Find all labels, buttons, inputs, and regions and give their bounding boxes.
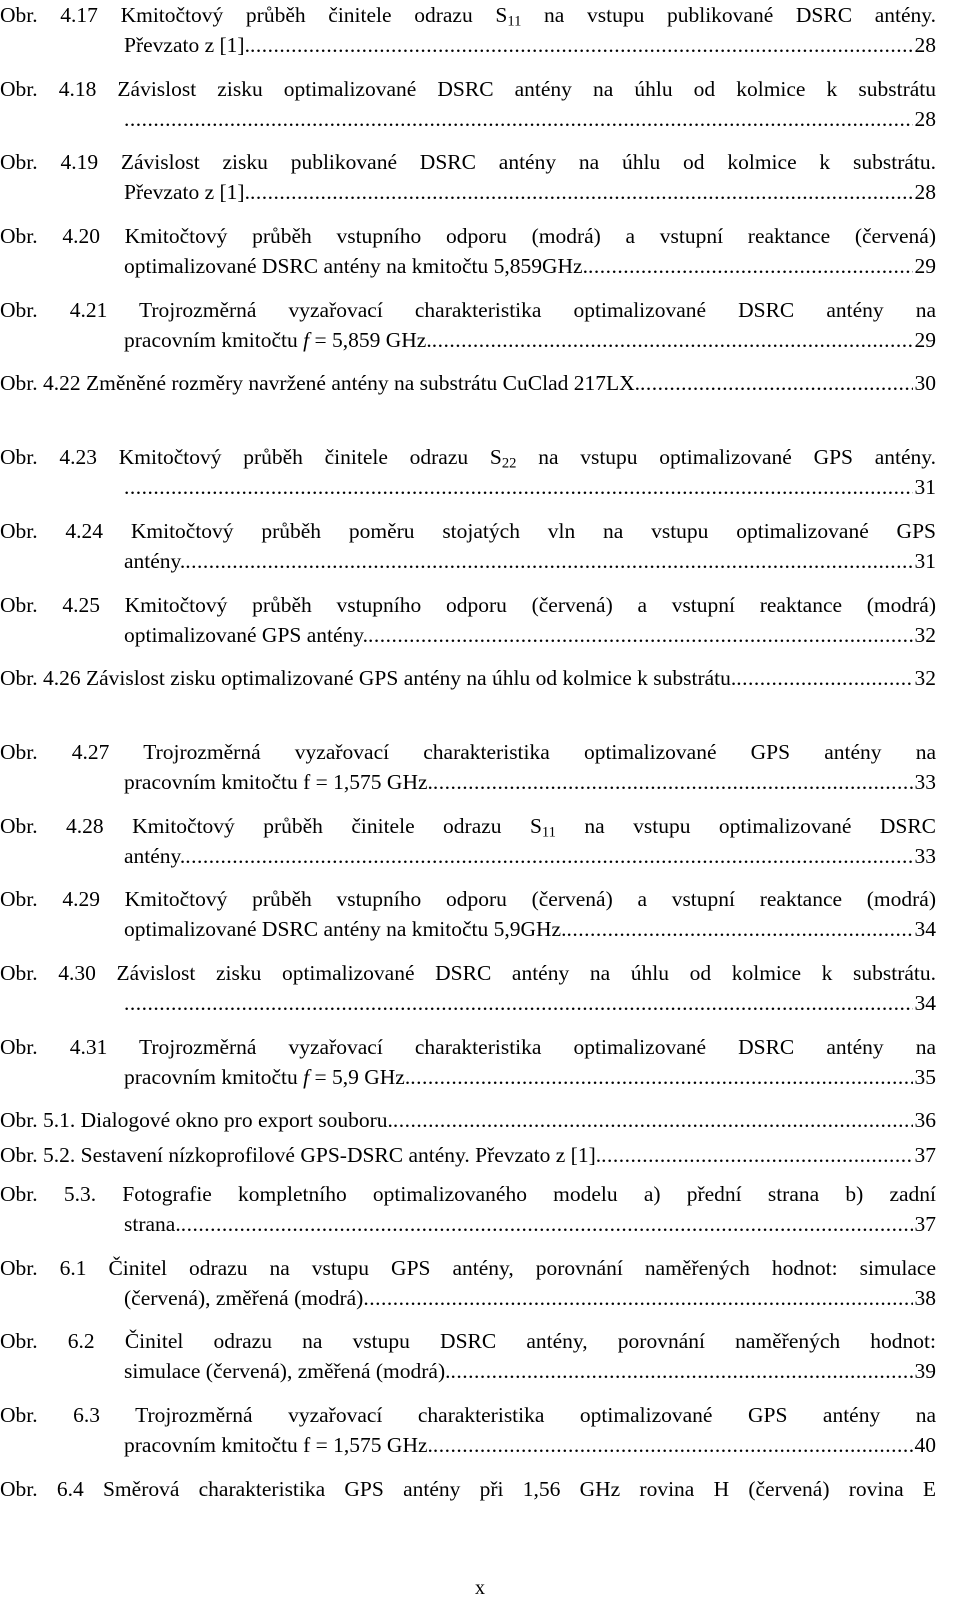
figure-label: Obr. 5.3. xyxy=(0,1182,97,1206)
page-number: x xyxy=(475,1577,485,1599)
dot-leader xyxy=(433,767,913,797)
page-ref: 28 xyxy=(914,33,936,57)
figure-label: Obr. 6.1 xyxy=(0,1256,87,1280)
entry-text xyxy=(124,1062,410,1092)
figure-caption-line xyxy=(0,1032,936,1062)
figure-caption-cont: Převzato z [1]. xyxy=(124,180,250,204)
page-ref: 33 xyxy=(914,770,936,794)
figure-label: Obr. 4.20 xyxy=(0,224,100,248)
page-ref: 31 xyxy=(914,475,936,499)
page-ref: 28 xyxy=(914,180,936,204)
dot-leader xyxy=(181,1209,913,1239)
figure-caption-line xyxy=(0,1179,936,1209)
entry-first-line xyxy=(0,1400,936,1430)
entry-first-line xyxy=(0,1032,936,1062)
subscript: 22 xyxy=(501,455,517,472)
figure-label: Obr. 4.27 xyxy=(0,740,110,764)
entry-first-line xyxy=(0,1105,936,1135)
entry-second-line xyxy=(124,177,936,207)
subscript: 11 xyxy=(507,13,522,30)
dot-leader xyxy=(250,177,913,207)
figure-caption-line xyxy=(0,74,936,104)
entry-text xyxy=(0,663,736,693)
entry-second-line xyxy=(124,325,936,355)
entry-second-line xyxy=(124,472,936,502)
figure-caption: Závislost zisku optimalizované DSRC antény na úhlu od kolmice k substrátu xyxy=(117,77,936,101)
entry-second-line xyxy=(124,1062,936,1092)
figure-caption: Změněné rozměry navržené antény na substrátu CuClad 217LX. xyxy=(86,371,641,395)
entry-text xyxy=(124,251,588,281)
figure-caption-line xyxy=(0,958,936,988)
figure-caption: Dialogové okno pro export souboru. xyxy=(80,1108,393,1132)
dot-leader xyxy=(250,30,913,60)
figure-caption: Sestavení nízkoprofilové GPS-DSRC antény. Převzato z [1]. xyxy=(80,1143,602,1167)
figure-caption-cont: pracovním kmitočtu f = 1,575 GHz. xyxy=(124,770,433,794)
page-ref: 32 xyxy=(914,666,936,690)
figure-caption: Směrová charakteristika GPS antény při 1,56 GHz rovina H (červená) rovina E xyxy=(102,1477,936,1501)
entry-first-line xyxy=(0,516,936,546)
figure-label: Obr. 5.2. xyxy=(0,1143,76,1167)
page-ref: 37 xyxy=(914,1143,936,1167)
entry-first-line xyxy=(0,1474,936,1504)
figure-caption-line xyxy=(0,295,936,325)
entry-second-line xyxy=(124,988,936,1018)
page-ref: 40 xyxy=(914,1433,936,1457)
entry-second-line xyxy=(124,30,936,60)
figure-caption-cont: optimalizované GPS antény. xyxy=(124,623,369,647)
entry-second-line xyxy=(124,1209,936,1239)
page-ref: 28 xyxy=(914,107,936,131)
dot-leader xyxy=(124,104,913,134)
dot-leader xyxy=(640,368,912,398)
figure-caption-cont: na vstupu optimalizované DSRC xyxy=(556,814,936,838)
entry-first-line xyxy=(0,663,936,693)
dot-leader xyxy=(736,663,912,693)
entry-first-line xyxy=(0,295,936,325)
entry-text xyxy=(124,1209,181,1239)
figure-caption-line xyxy=(0,737,936,767)
figure-label: Obr. 5.1. xyxy=(0,1108,76,1132)
figure-label: Obr. 4.17 xyxy=(0,3,98,27)
figure-caption-cont: (červená), změřená (modrá) xyxy=(124,1286,364,1310)
subscript: 11 xyxy=(541,824,556,841)
entry-first-line xyxy=(0,368,936,398)
figure-label: Obr. 4.24 xyxy=(0,519,104,543)
page-ref: 29 xyxy=(914,254,936,278)
figure-caption: Kmitočtový průběh činitele odrazu S xyxy=(118,445,502,469)
dot-leader xyxy=(368,620,912,650)
figure-label: Obr. 4.25 xyxy=(0,593,100,617)
entry-text xyxy=(124,841,185,871)
figure-caption-cont: = 5,9 GHz. xyxy=(309,1065,411,1089)
entry-second-line xyxy=(124,1430,936,1460)
figure-caption: Kmitočtový průběh činitele odrazu S xyxy=(120,3,508,27)
entry-second-line xyxy=(124,841,936,871)
figure-caption-line xyxy=(0,221,936,251)
figure-caption-line xyxy=(0,811,936,841)
figure-label: Obr. 6.2 xyxy=(0,1329,95,1353)
entry-first-line xyxy=(0,74,936,104)
figure-label: Obr. 4.21 xyxy=(0,298,108,322)
entry-second-line xyxy=(124,251,936,281)
italic-symbol: f xyxy=(303,328,310,352)
dot-leader xyxy=(588,251,913,281)
figure-label: Obr. 4.22 xyxy=(0,371,81,395)
entry-text xyxy=(124,767,433,797)
figure-caption-cont: optimalizované DSRC antény na kmitočtu 5,859GHz. xyxy=(124,254,588,278)
entry-second-line xyxy=(124,546,936,576)
figure-caption: Kmitočtový průběh vstupního odporu (červená) a vstupní reaktance (modrá) xyxy=(124,593,936,617)
figure-caption-line xyxy=(0,590,936,620)
figure-label: Obr. 4.30 xyxy=(0,961,96,985)
entry-text xyxy=(124,1430,433,1460)
entry-text xyxy=(124,546,185,576)
figure-caption-line xyxy=(0,884,936,914)
dot-leader xyxy=(393,1105,913,1135)
dot-leader xyxy=(185,841,912,871)
dot-leader xyxy=(601,1140,912,1170)
entry-first-line xyxy=(0,958,936,988)
page-ref: 38 xyxy=(914,1286,936,1310)
page-ref: 34 xyxy=(914,991,936,1015)
figure-caption: Závislost zisku optimalizované DSRC antény na úhlu od kolmice k substrátu. xyxy=(116,961,936,985)
figure-caption-cont: antény. xyxy=(124,549,186,573)
entry-text xyxy=(124,177,250,207)
entry-text xyxy=(0,368,640,398)
figure-label: Obr. 6.3 xyxy=(0,1403,101,1427)
figure-caption: Závislost zisku publikované DSRC antény na úhlu od kolmice k substrátu. xyxy=(120,150,936,174)
entry-text xyxy=(124,1356,451,1386)
figure-caption-line xyxy=(0,1253,936,1283)
entry-second-line xyxy=(124,767,936,797)
figure-caption-line xyxy=(0,442,936,472)
entry-second-line xyxy=(124,914,936,944)
figure-caption: Kmitočtový průběh činitele odrazu S xyxy=(132,814,542,838)
dot-leader xyxy=(410,1062,912,1092)
dot-leader xyxy=(124,988,913,1018)
figure-caption: Závislost zisku optimalizované GPS antény na úhlu od kolmice k substrátu. xyxy=(86,666,737,690)
entry-first-line xyxy=(0,221,936,251)
figure-caption-cont: simulace (červená), změřená (modrá). xyxy=(124,1359,451,1383)
entry-first-line xyxy=(0,1326,936,1356)
figure-label: Obr. 6.4 xyxy=(0,1477,84,1501)
page-ref: 34 xyxy=(914,917,936,941)
entry-first-line xyxy=(0,737,936,767)
figure-label: Obr. 4.28 xyxy=(0,814,104,838)
figure-caption-line xyxy=(0,1400,936,1430)
entry-second-line xyxy=(124,104,936,134)
entry-first-line xyxy=(0,1179,936,1209)
page-ref: 35 xyxy=(914,1065,936,1089)
entry-second-line xyxy=(124,1356,936,1386)
entry-text xyxy=(0,1105,393,1135)
figure-label: Obr. 4.29 xyxy=(0,887,100,911)
figure-caption: Trojrozměrná vyzařovací charakteristika optimalizované DSRC antény na xyxy=(139,1035,936,1059)
figure-caption-cont: optimalizované DSRC antény na kmitočtu 5,9GHz. xyxy=(124,917,567,941)
dot-leader xyxy=(185,546,912,576)
entry-first-line xyxy=(0,1253,936,1283)
figure-caption-line xyxy=(0,1474,936,1504)
figure-caption: Kmitočtový průběh vstupního odporu (červená) a vstupní reaktance (modrá) xyxy=(124,887,936,911)
dot-leader xyxy=(124,472,913,502)
dot-leader xyxy=(566,914,912,944)
italic-symbol: f xyxy=(303,1065,310,1089)
figure-caption-line xyxy=(0,147,936,177)
page-ref: 32 xyxy=(914,623,936,647)
figure-caption: Fotografie kompletního optimalizovaného modelu a) přední strana b) zadní xyxy=(122,1182,936,1206)
figure-caption: Trojrozměrná vyzařovací charakteristika optimalizované GPS antény na xyxy=(135,1403,936,1427)
figure-caption-cont: pracovním kmitočtu f = 1,575 GHz. xyxy=(124,1433,433,1457)
entry-first-line xyxy=(0,590,936,620)
figure-label: Obr. 4.19 xyxy=(0,150,99,174)
figure-label: Obr. 4.18 xyxy=(0,77,97,101)
figure-caption: Činitel odrazu na vstupu DSRC antény, porovnání naměřených hodnot: xyxy=(124,1329,936,1353)
entry-text xyxy=(124,30,250,60)
figure-label: Obr. 4.26 xyxy=(0,666,81,690)
dot-leader xyxy=(451,1356,913,1386)
page-ref: 33 xyxy=(914,844,936,868)
entry-first-line xyxy=(0,147,936,177)
page-ref: 39 xyxy=(914,1359,936,1383)
figure-caption: Činitel odrazu na vstupu GPS antény, porovnání naměřených hodnot: simulace xyxy=(108,1256,936,1280)
page-ref: 37 xyxy=(914,1212,936,1236)
page-ref: 29 xyxy=(914,328,936,352)
figure-caption-line xyxy=(0,0,936,30)
page-ref: 30 xyxy=(914,371,936,395)
page-ref: 31 xyxy=(914,549,936,573)
entry-second-line xyxy=(124,1283,936,1313)
entry-text xyxy=(124,1283,363,1313)
entry-first-line xyxy=(0,811,936,841)
dot-leader xyxy=(363,1283,912,1313)
figure-caption-cont: pracovním kmitočtu xyxy=(124,328,304,352)
page-ref: 36 xyxy=(914,1108,936,1132)
entry-text xyxy=(124,325,432,355)
figure-caption-cont: na vstupu optimalizované GPS antény. xyxy=(516,445,936,469)
figure-caption-cont: = 5,859 GHz. xyxy=(309,328,432,352)
figure-label: Obr. 4.31 xyxy=(0,1035,108,1059)
entry-second-line xyxy=(124,620,936,650)
figure-caption: Kmitočtový průběh poměru stojatých vln na vstupu optimalizované GPS xyxy=(130,519,936,543)
entry-text xyxy=(124,914,566,944)
figure-label: Obr. 4.23 xyxy=(0,445,97,469)
figure-caption-cont: antény. xyxy=(124,844,186,868)
entry-first-line xyxy=(0,442,936,472)
entry-first-line xyxy=(0,1140,936,1170)
figure-caption-cont: na vstupu publikované DSRC antény. xyxy=(521,3,936,27)
entry-text xyxy=(124,620,368,650)
entry-first-line xyxy=(0,884,936,914)
figure-caption-line xyxy=(0,516,936,546)
entry-text xyxy=(0,1140,601,1170)
figure-caption: Kmitočtový průběh vstupního odporu (modrá) a vstupní reaktance (červená) xyxy=(124,224,936,248)
figure-caption: Trojrozměrná vyzařovací charakteristika optimalizované DSRC antény na xyxy=(139,298,936,322)
figure-caption-cont: Převzato z [1]. xyxy=(124,33,250,57)
figure-caption-line xyxy=(0,1326,936,1356)
entry-first-line xyxy=(0,0,936,30)
dot-leader xyxy=(433,1430,913,1460)
figure-caption-cont: strana. xyxy=(124,1212,181,1236)
figure-caption: Trojrozměrná vyzařovací charakteristika optimalizované GPS antény na xyxy=(143,740,936,764)
dot-leader xyxy=(432,325,913,355)
figure-caption-cont: pracovním kmitočtu xyxy=(124,1065,304,1089)
